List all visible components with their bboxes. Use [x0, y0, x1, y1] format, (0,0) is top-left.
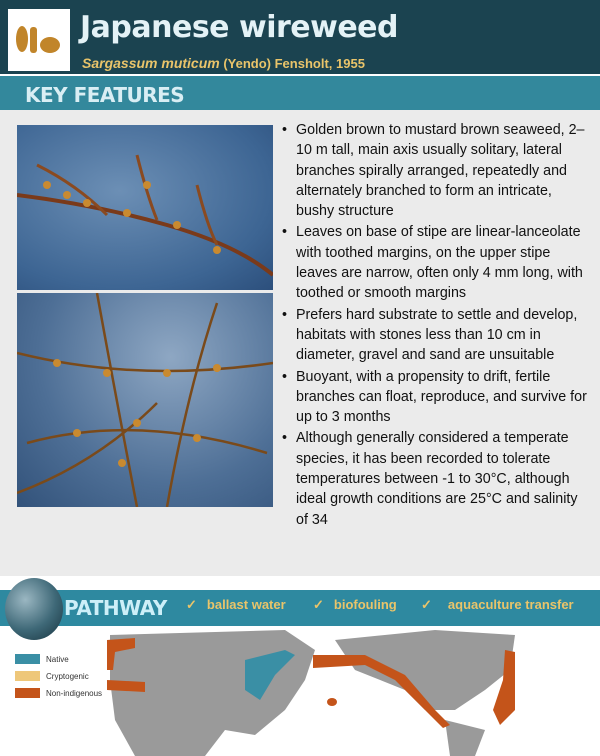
seaweed-logo-icon: [8, 9, 70, 71]
legend-cryptogenic-swatch: [15, 671, 40, 681]
feature-item: • Leaves on base of stipe are linear-lanceolate with toothed margins, on the upper stipe leaves are narrow, often only 4 mm long, with toothed or smooth margins: [282, 222, 592, 303]
species-name: Sargassum muticum: [82, 55, 220, 71]
header: [0, 0, 600, 74]
feature-item: • Buoyant, with a propensity to drift, fertile branches can float, reproduce, and survive for up to 3 months: [282, 367, 592, 428]
legend-nonindigenous-swatch: [15, 688, 40, 698]
pathway-item: [186, 597, 286, 613]
distribution-map: [105, 630, 525, 756]
key-features-bar: [0, 76, 600, 110]
scientific-name: [82, 55, 365, 71]
key-features-heading: KEY FEATURES: [25, 83, 185, 107]
seaweed-photo-1: [17, 125, 273, 290]
legend-nonindigenous-label: Non-indigenous: [46, 689, 103, 698]
check-icon: ✓: [421, 597, 432, 612]
check-icon: ✓: [186, 597, 197, 612]
legend-cryptogenic-label: Cryptogenic: [46, 672, 89, 681]
pathway-label: biofouling: [333, 597, 397, 612]
page-title: Japanese wireweed: [80, 10, 398, 45]
pathway-label: aquaculture transfer: [447, 597, 574, 612]
feature-item: • Prefers hard substrate to settle and develop, habitats with stones less than 10 cm in diameter, gravel and sand are unsuitable: [282, 305, 592, 366]
feature-item: • Although generally considered a temperate species, it has been recorded to tolerate temperatures between -1 to 30°C, although ideal growth conditions are 25°C and salinity of 34: [282, 428, 592, 529]
feature-item: • Golden brown to mustard brown seaweed, 2–10 m tall, main axis usually solitary, lateral branches spirally arranged, repeatedly and alternately branched to form an intricate, bushy structure: [282, 120, 592, 221]
globe-icon: [5, 578, 63, 640]
authority: (Yendo) Fensholt, 1955: [223, 56, 365, 71]
legend-native-label: Native: [46, 655, 69, 664]
pathway-heading: PATHWAY: [64, 596, 167, 620]
key-features-content: [0, 110, 600, 576]
pathway-label: ballast water: [206, 597, 286, 612]
legend-native-swatch: [15, 654, 40, 664]
seaweed-photo-2: [17, 293, 273, 507]
pathway-item: [313, 597, 397, 613]
check-icon: ✓: [313, 597, 324, 612]
pathway-item: [421, 597, 574, 613]
features-list: [282, 120, 592, 531]
